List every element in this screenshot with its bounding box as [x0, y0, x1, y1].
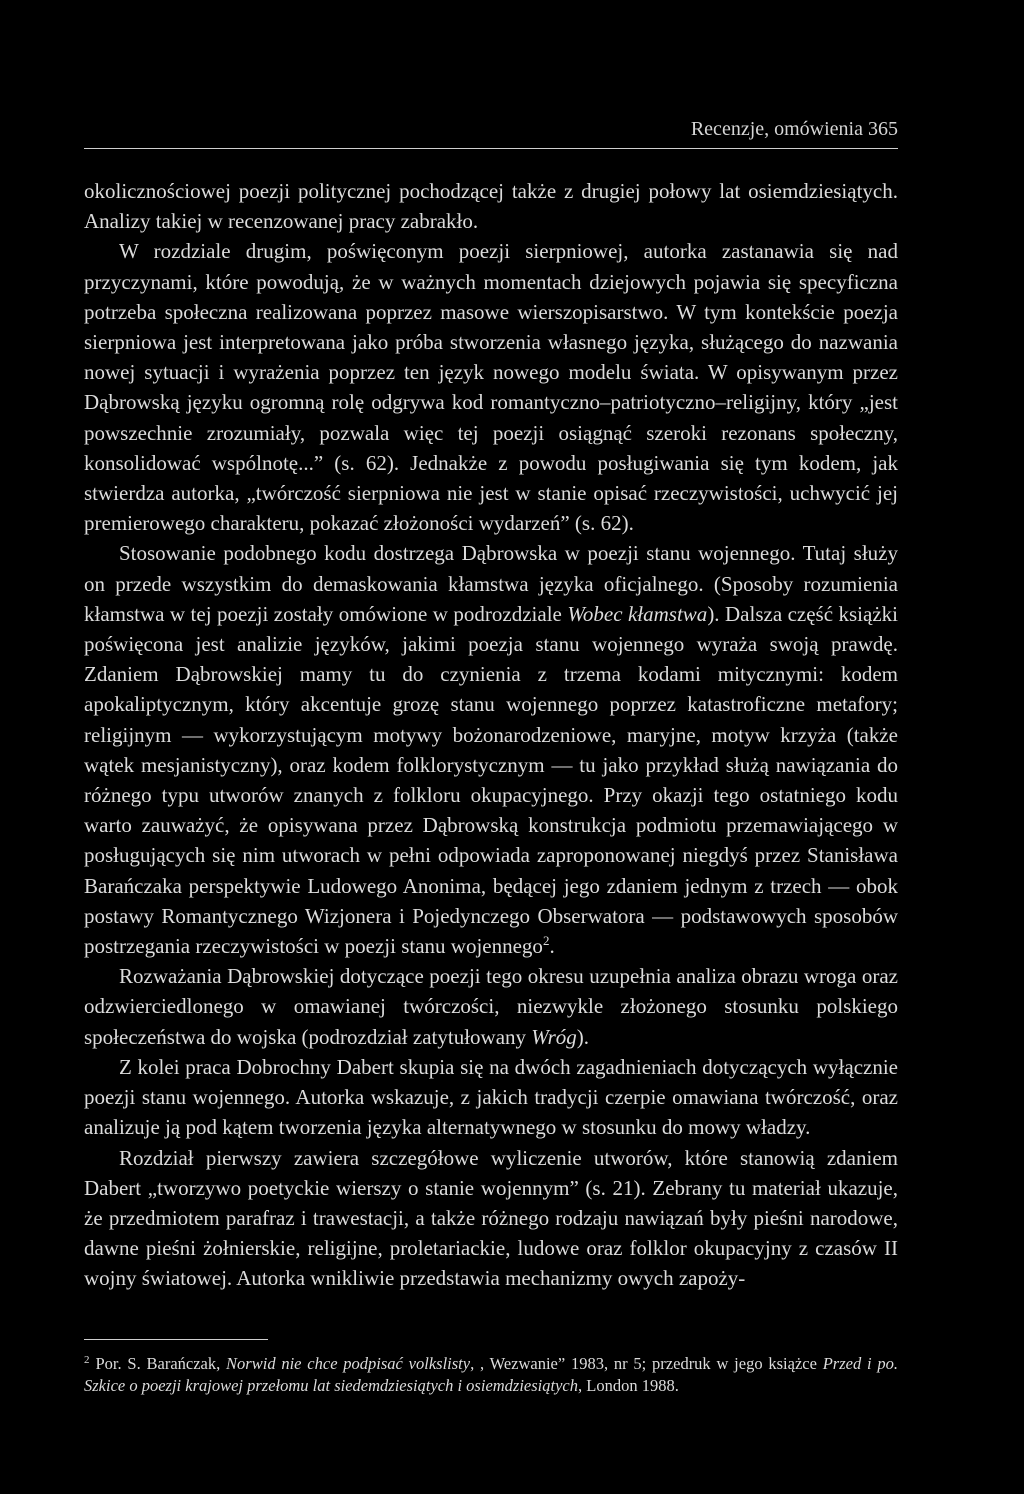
- running-title: Recenzje, omówienia: [690, 118, 863, 140]
- text-run: .: [549, 934, 555, 959]
- footnote-divider: [84, 1339, 268, 1340]
- footnote-number: 2: [84, 1353, 90, 1366]
- page-number: 365: [868, 118, 898, 140]
- text-run: okolicznościowej poezji politycznej pochodzącej także z drugiej połowy lat osiemdziesiątych. Analizy takiej w recenzowanej pracy zabrakło.: [84, 179, 898, 234]
- running-header-text: [691, 118, 898, 141]
- italic-title: Wróg: [531, 1024, 577, 1049]
- italic-title: Przed i po. Szkice o poezji krajowej przełomu lat siedemdziesiątych i osiemdziesiątych: [84, 1354, 898, 1395]
- footnote-ref: 2: [542, 933, 550, 949]
- main-text: [84, 176, 898, 1294]
- text-run: Por. S. Barańczak,: [95, 1354, 227, 1373]
- text-run: ).: [576, 1024, 590, 1049]
- text-run: Rozdział pierwszy zawiera szczegółowe wyliczenie utworów, które stanowią zdaniem Dabert „tworzywo poetyckie wierszy o stanie wojennym” (s. 21). Zebrany tu materiał ukazuje, że przedmiotem parafraz i trawestacji, a także różnego rodzaju nawiązań były pieśni narodowe, dawne pieśni żołnierskie, religijne, proletariackie, ludowe oraz folklor okupacyjny z czasów II wojny światowej. Autorka wnikliwie przedstawia mechanizmy owych zapoży-: [84, 1145, 898, 1291]
- text-run: , London 1988.: [578, 1376, 679, 1395]
- paragraph: [84, 176, 898, 236]
- italic-title: Wobec kłamstwa: [567, 601, 708, 626]
- footnote-text: [84, 1354, 898, 1395]
- text-run: W rozdziale drugim, poświęconym poezji sierpniowej, autorka zastanawia się nad przyczynami, które powodują, że w ważnych momentach dziejowych pojawia się specyficzna potrzeba społeczna realizowana poprzez masowe wierszopisarstwo. W tym kontekście poezja sierpniowa jest interpretowana jako próba stworzenia własnego języka, służącego do nazwania nowej sytuacji i wyrażenia poprzez ten język nowego modelu świata. W opisywanym przez Dąbrowską języku ogromną rolę odgrywa kod romantyczno–patriotyczno–religijny, który „jest powszechnie zrozumiały, pozwala więc tej poezji osiągnąć szeroki rezonans społeczny, konsolidować wspólnotę...” (s. 62). Jednakże z powodu posługiwania się tym kodem, jak stwierdza autorka, „twórczość sierpniowa nie jest w stanie opisać rzeczywistości, uchwycić jej premierowego charakteru, pokazać złożoności wydarzeń” (s. 62).: [84, 239, 898, 536]
- paragraph: [84, 961, 898, 1052]
- text-run: Rozważania Dąbrowskiej dotyczące poezji tego okresu uzupełnia analiza obrazu wroga oraz odzwierciedlonego w omawianej twórczości, niezwykle złożonego stosunku polskiego społeczeństwa do wojska (podrozdział zatytułowany: [84, 964, 898, 1049]
- paragraph: [84, 1143, 898, 1294]
- text-run: Stosowanie podobnego kodu dostrzega Dąbrowska w poezji stanu wojennego. Tutaj służy on przede wszystkim do demaskowania kłamstwa języka oficjalnego. (Sposoby rozumienia kłamstwa w tej poezji zostały omówione w podrozdziale: [84, 541, 898, 626]
- text-run: Z kolei praca Dobrochny Dabert skupia się na dwóch zagadnieniach dotyczących wyłącznie poezji stanu wojennego. Autorka wskazuje, z jakich tradycji czerpie omawiana twórczość, oraz analizuje ją pod kątem tworzenia języka alternatywnego w stosunku do mowy władzy.: [84, 1054, 898, 1140]
- paragraph: [84, 538, 898, 961]
- text-run: ). Dalsza część książki poświęcona jest analizie języków, jakimi poezja stanu wojennego wyraża swoją prawdę. Zdaniem Dąbrowskiej mamy tu do czynienia z trzema kodami mitycznymi: kodem apokaliptycznym, który akcentuje grozę stanu wojennego poprzez katastroficzne metafory; religijnym — wykorzystującym motywy bożonarodzeniowe, maryjne, motyw krzyża (także wątek mesjanistyczny), oraz kodem folklorystycznym — tu jako przykład służą nawiązania do różnego typu utworów znanych z folkloru okupacyjnego. Przy okazji tego ostatniego kodu warto zauważyć, że opisywana przez Dąbrowską konstrukcja podmiotu przemawiającego w posługujących się nim utworach w pełni odpowiada zaproponowanej niegdyś przez Stanisława Barańczaka perspektywie Ludowego Anonima, będącej jego zdaniem jednym z trzech — obok postawy Romantycznego Wizjonera i Pojedynczego Obserwatora — podstawowych sposobów postrzegania rzeczywistości w poezji stanu wojennego: [84, 601, 898, 959]
- paragraph: [84, 236, 898, 538]
- italic-title: Norwid nie chce podpisać volkslisty: [226, 1354, 471, 1373]
- footnote: [84, 1353, 898, 1397]
- paragraph: [84, 1052, 898, 1143]
- text-run: , , Wezwanie” 1983, nr 5; przedruk w jego książce: [470, 1354, 823, 1373]
- running-header: [84, 118, 898, 149]
